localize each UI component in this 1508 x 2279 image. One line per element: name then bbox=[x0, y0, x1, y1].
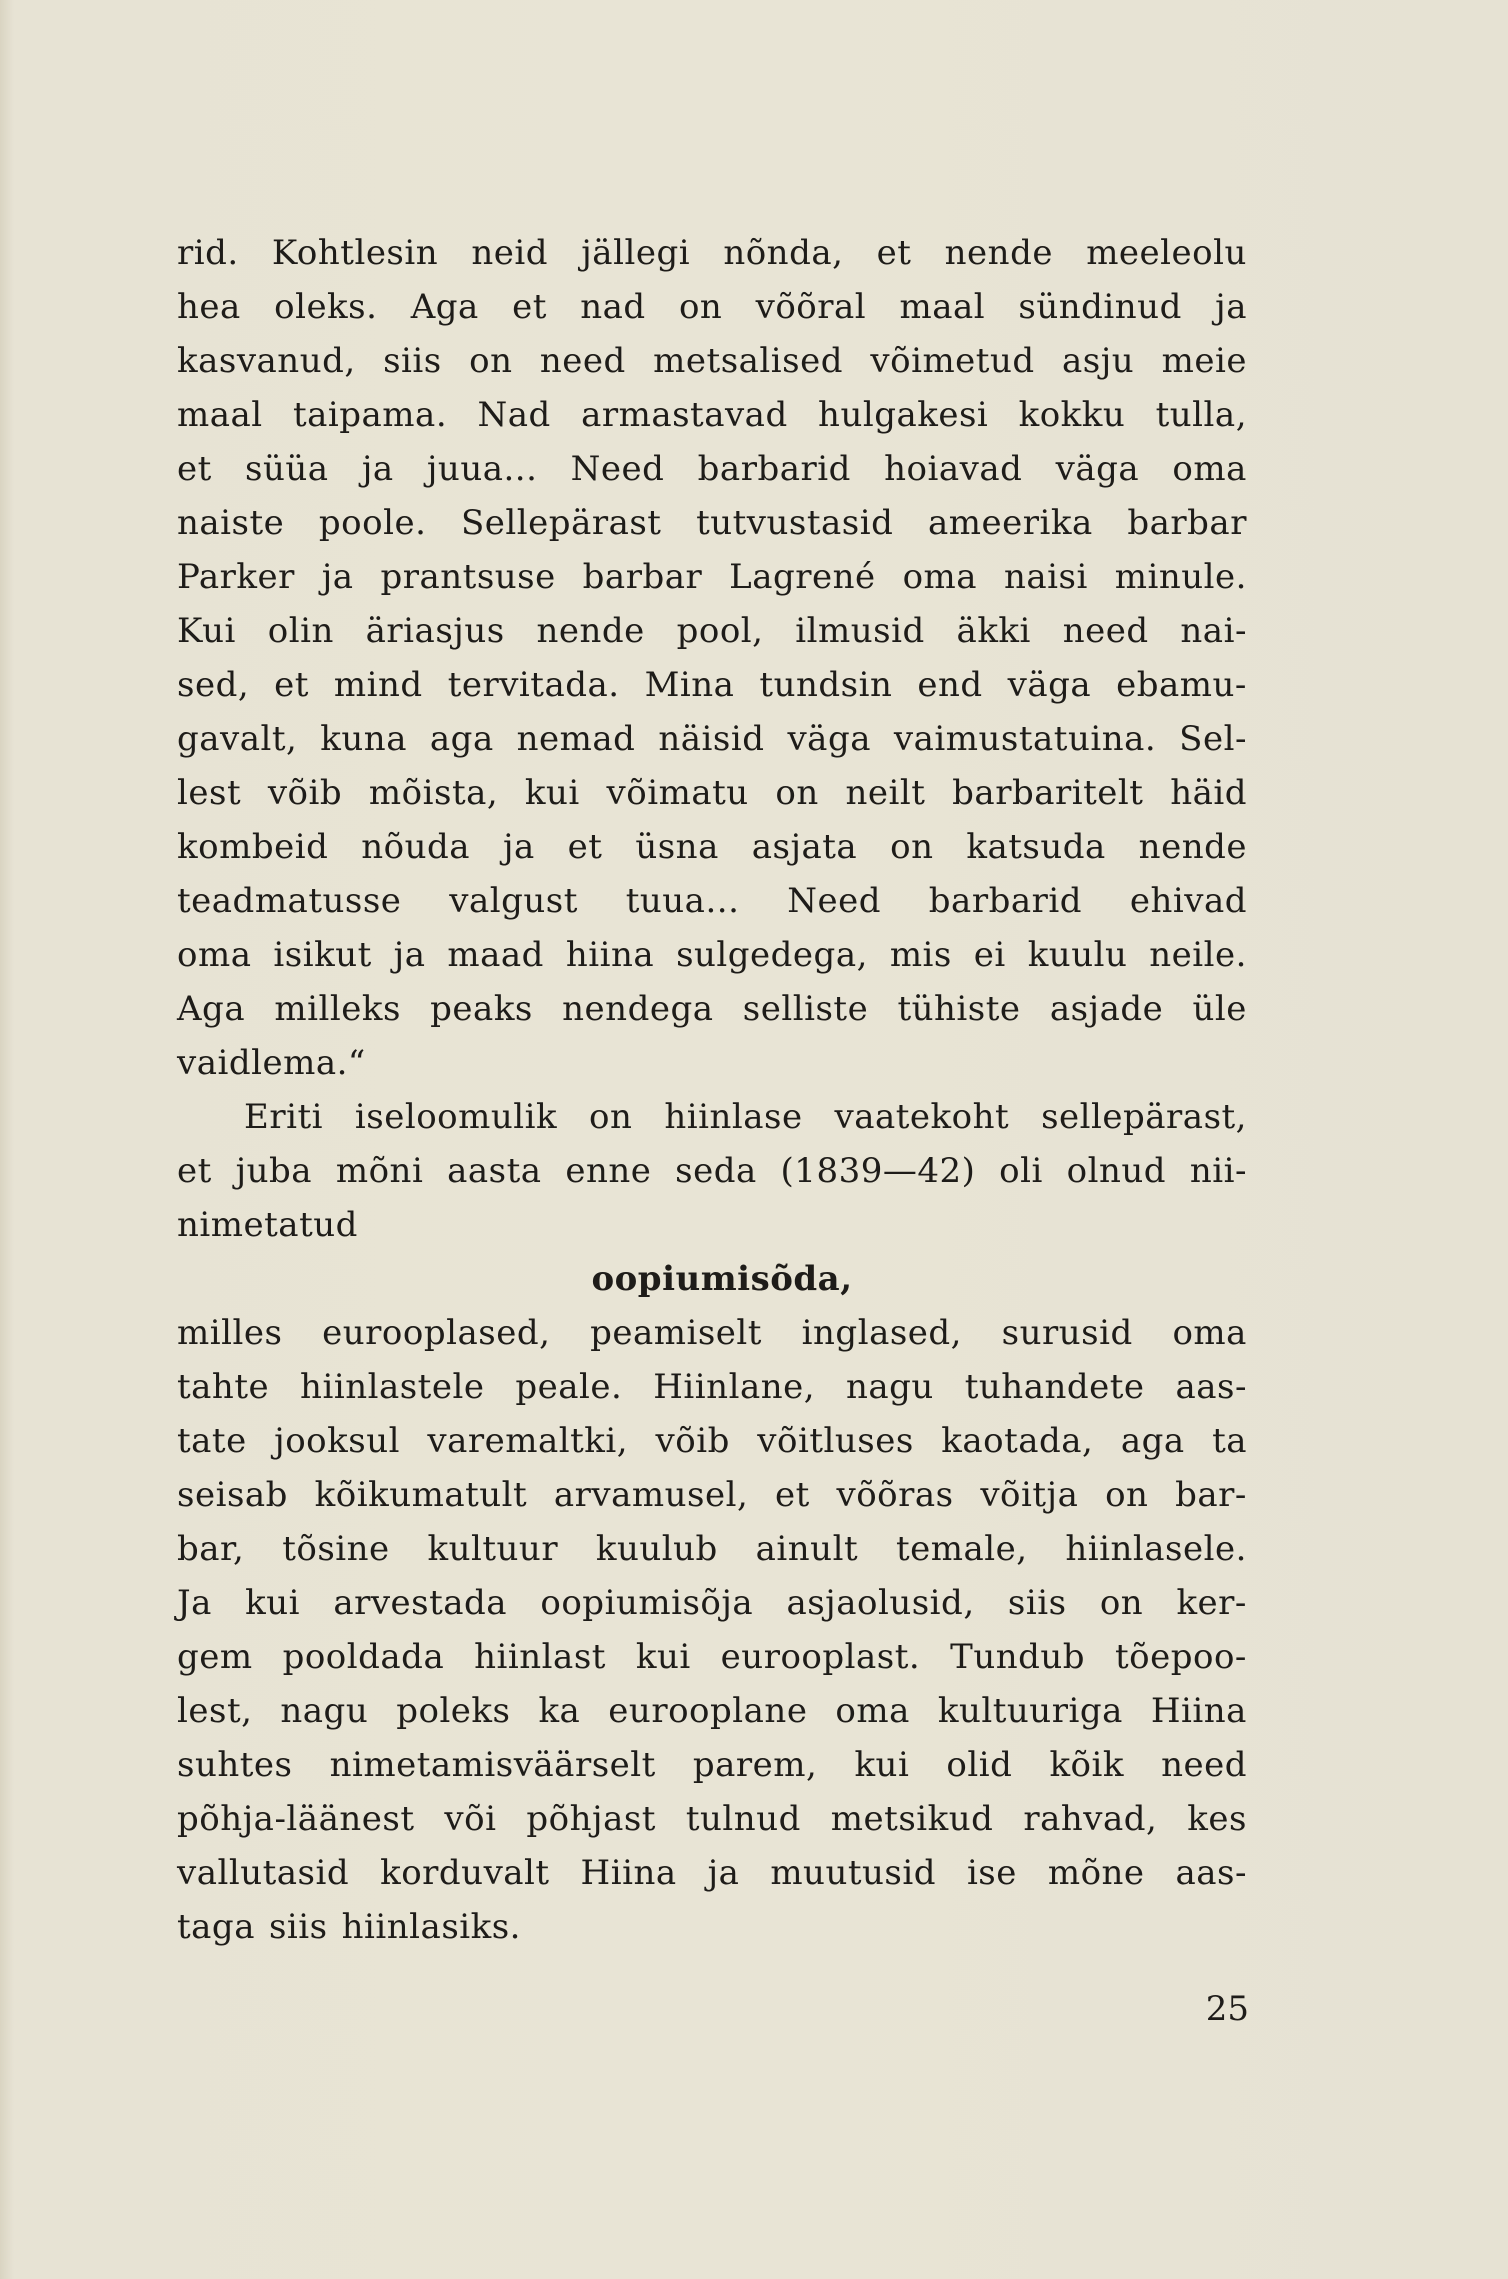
text-line: et juba mõni aasta enne seda (1839—42) oli olnud nii- bbox=[177, 1151, 1247, 1191]
text-line: Aga milleks peaks nendega selliste tühiste asjade üle bbox=[177, 989, 1247, 1029]
text-line: oma isikut ja maad hiina sulgedega, mis ei kuulu neile. bbox=[177, 935, 1247, 975]
text-line: vaidlema.“ bbox=[177, 1043, 366, 1083]
text-line: hea oleks. Aga et nad on võõral maal sündinud ja bbox=[177, 287, 1247, 327]
text-line: gavalt, kuna aga nemad näisid väga vaimustatuina. Sel- bbox=[177, 719, 1247, 759]
page-number: 25 bbox=[1205, 1989, 1249, 2029]
text-line: suhtes nimetamisväärselt parem, kui olid kõik need bbox=[177, 1745, 1247, 1785]
text-line: bar, tõsine kultuur kuulub ainult temale, hiinlasele. bbox=[177, 1529, 1247, 1569]
text-line: nimetatud bbox=[177, 1205, 358, 1245]
text-line: Eriti iseloomulik on hiinlase vaatekoht sellepärast, bbox=[244, 1097, 1247, 1137]
text-line: lest, nagu poleks ka eurooplane oma kultuuriga Hiina bbox=[177, 1691, 1247, 1731]
text-line: naiste poole. Sellepärast tutvustasid ameerika barbar bbox=[177, 503, 1247, 543]
text-line: rid. Kohtlesin neid jällegi nõnda, et nende meeleolu bbox=[177, 233, 1247, 273]
text-line: kombeid nõuda ja et üsna asjata on katsuda nende bbox=[177, 827, 1247, 867]
text-line: teadmatusse valgust tuua... Need barbarid ehivad bbox=[177, 881, 1247, 921]
text-line: Ja kui arvestada oopiumisõja asjaolusid, siis on ker- bbox=[177, 1583, 1247, 1623]
text-line: sed, et mind tervitada. Mina tundsin end väga ebamu- bbox=[177, 665, 1247, 705]
section-heading: oopiumisõda, bbox=[591, 1259, 853, 1299]
body-text bbox=[177, 226, 1247, 1954]
text-line: gem pooldada hiinlast kui eurooplast. Tundub tõepoo- bbox=[177, 1637, 1247, 1677]
text-line: põhja-läänest või põhjast tulnud metsikud rahvad, kes bbox=[177, 1799, 1247, 1839]
text-line: et süüa ja juua... Need barbarid hoiavad väga oma bbox=[177, 449, 1247, 489]
text-line: Parker ja prantsuse barbar Lagrené oma naisi minule. bbox=[177, 557, 1247, 597]
text-line: seisab kõikumatult arvamusel, et võõras võitja on bar- bbox=[177, 1475, 1247, 1515]
text-line: vallutasid korduvalt Hiina ja muutusid ise mõne aas- bbox=[177, 1853, 1247, 1893]
text-line: maal taipama. Nad armastavad hulgakesi kokku tulla, bbox=[177, 395, 1247, 435]
text-line: kasvanud, siis on need metsalised võimetud asju meie bbox=[177, 341, 1247, 381]
text-line: milles eurooplased, peamiselt inglased, surusid oma bbox=[177, 1313, 1247, 1353]
text-line: Kui olin äriasjus nende pool, ilmusid äkki need nai- bbox=[177, 611, 1247, 651]
text-line: lest võib mõista, kui võimatu on neilt barbaritelt häid bbox=[177, 773, 1247, 813]
text-line: tahte hiinlastele peale. Hiinlane, nagu tuhandete aas- bbox=[177, 1367, 1247, 1407]
text-line: taga siis hiinlasiks. bbox=[177, 1907, 521, 1947]
text-line: tate jooksul varemaltki, võib võitluses kaotada, aga ta bbox=[177, 1421, 1247, 1461]
